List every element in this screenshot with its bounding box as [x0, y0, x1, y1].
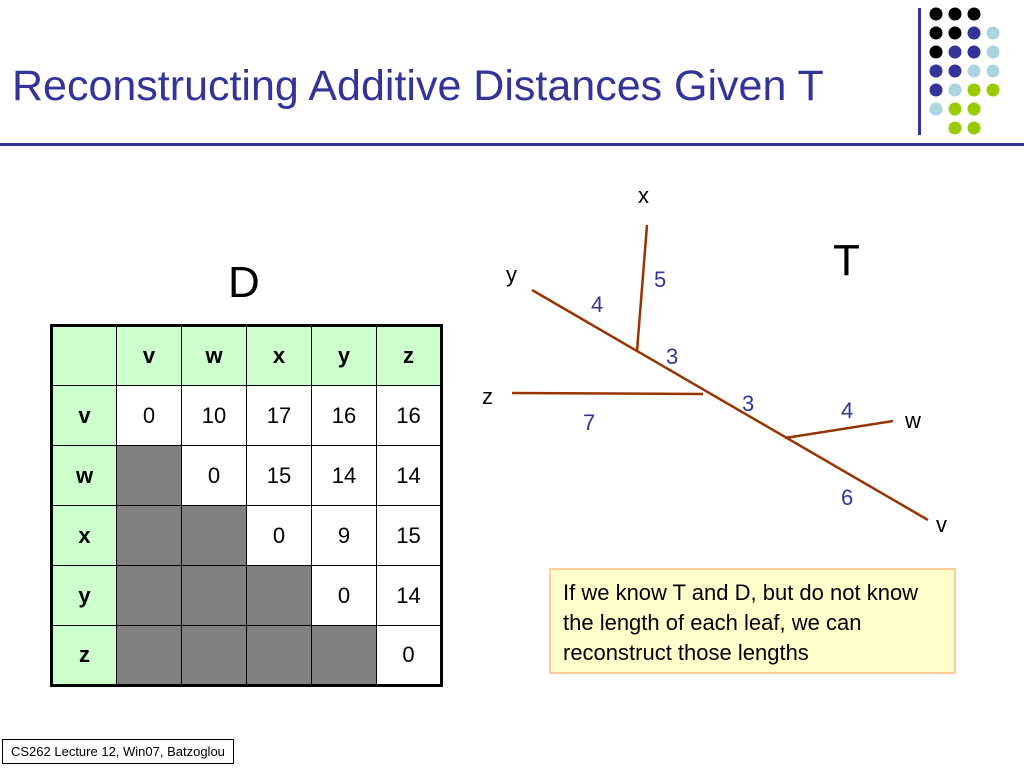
matrix-col-header: v	[117, 326, 182, 386]
edge-length-v: 6	[841, 485, 854, 510]
matrix-cell: 0	[312, 566, 377, 626]
matrix-col-header: x	[247, 326, 312, 386]
matrix-cell: 10	[182, 386, 247, 446]
matrix-row-header: z	[52, 626, 117, 686]
matrix-cell: 15	[247, 446, 312, 506]
tree-edge-w	[785, 421, 893, 438]
leaf-label-w: w	[905, 408, 921, 433]
matrix-cell: 14	[377, 446, 442, 506]
leaf-label-z: z	[482, 384, 493, 409]
matrix-cell: 14	[312, 446, 377, 506]
leaf-label-v: v	[936, 512, 947, 537]
matrix-cell: 14	[377, 566, 442, 626]
matrix-row-header: v	[52, 386, 117, 446]
matrix-row-header: y	[52, 566, 117, 626]
tree-edge-z	[512, 393, 703, 394]
edge-length-z: 7	[583, 410, 596, 435]
matrix-cell: 16	[312, 386, 377, 446]
matrix-col-header: y	[312, 326, 377, 386]
tree-edge-x	[637, 225, 647, 351]
leaf-label-y: y	[506, 262, 517, 287]
note-box: If we know T and D, but do not know the length of each leaf, we can reconstruct those lengths	[549, 568, 956, 674]
leaf-label-x: x	[638, 183, 649, 208]
slide-title: Reconstructing Additive Distances Given T	[12, 62, 824, 110]
matrix-row-header: x	[52, 506, 117, 566]
matrix-cell: 0	[247, 506, 312, 566]
matrix-label: D	[228, 258, 260, 307]
matrix-cell: 16	[377, 386, 442, 446]
footer-credit: CS262 Lecture 12, Win07, Batzoglou	[2, 739, 234, 764]
edge-length-w: 4	[841, 398, 854, 423]
matrix-row-header: w	[52, 446, 117, 506]
tree-edge-y-v	[532, 290, 928, 520]
matrix-col-header: w	[182, 326, 247, 386]
matrix-cell: 0	[377, 626, 442, 686]
matrix-cell: 0	[182, 446, 247, 506]
matrix-cell: 15	[377, 506, 442, 566]
matrix-cell: 9	[312, 506, 377, 566]
tree-label: T	[833, 236, 860, 285]
edge-length-x: 5	[654, 267, 667, 292]
matrix-cell: 0	[117, 386, 182, 446]
matrix-cell: 17	[247, 386, 312, 446]
edge-length-y: 4	[591, 292, 604, 317]
edge-length-internal-1: 3	[666, 344, 679, 369]
edge-length-internal-2: 3	[742, 391, 755, 416]
matrix-col-header: z	[377, 326, 442, 386]
